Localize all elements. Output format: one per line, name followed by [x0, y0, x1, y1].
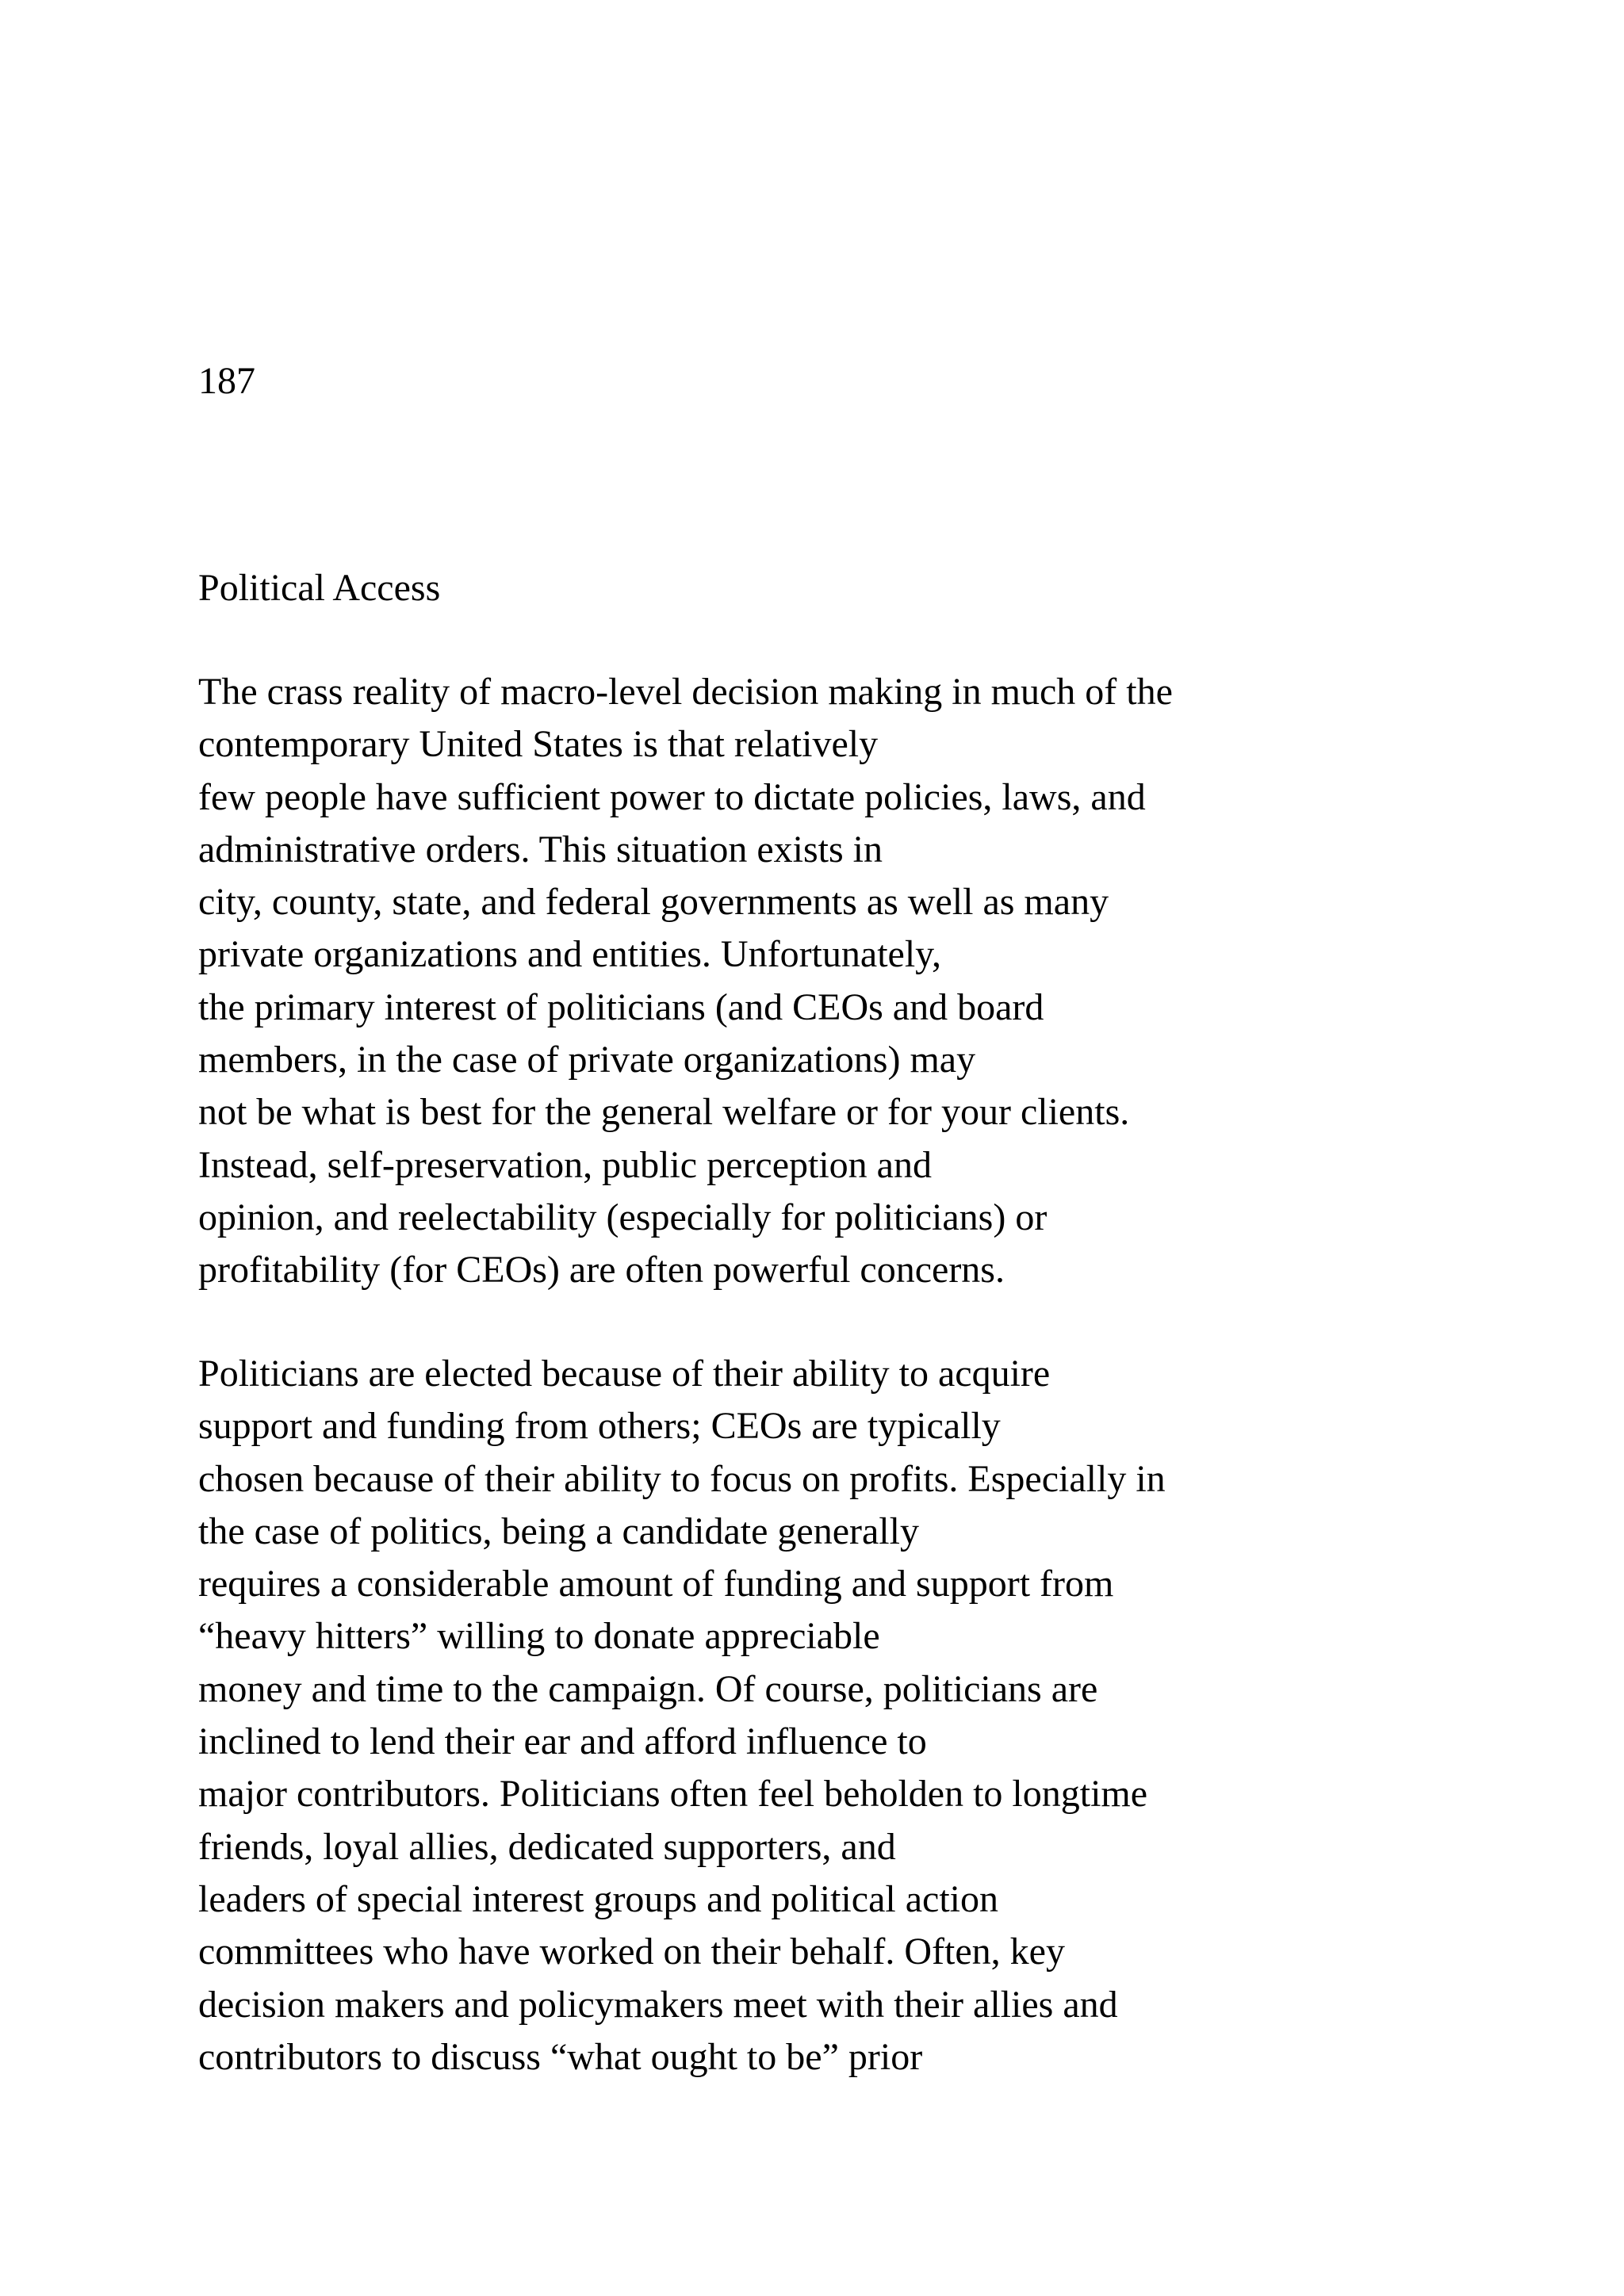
paragraph-line: friends, loyal allies, dedicated supporters, and — [198, 1825, 896, 1868]
paragraph-line: requires a considerable amount of funding and support from — [198, 1563, 1114, 1605]
paragraph-line: chosen because of their ability to focus on profits. Especially in — [198, 1457, 1166, 1500]
paragraph-line: contributors to discuss “what ought to be” prior — [198, 2035, 923, 2078]
paragraph-line: The crass reality of macro-level decision making in much of the — [198, 671, 1173, 713]
paragraph-line: the primary interest of politicians (and CEOs and board — [198, 985, 1044, 1028]
paragraph-line: not be what is best for the general welfare or for your clients. — [198, 1091, 1130, 1134]
paragraph-line: few people have sufficient power to dictate policies, laws, and — [198, 775, 1146, 818]
paragraph-line: inclined to lend their ear and afford influence to — [198, 1720, 927, 1763]
paragraph-line: Instead, self-preservation, public perception and — [198, 1143, 932, 1186]
paragraph-line: contemporary United States is that relatively — [198, 723, 879, 766]
paragraph-line: the case of politics, being a candidate generally — [198, 1510, 919, 1552]
page-number: 187 — [198, 360, 255, 402]
paragraph-line: leaders of special interest groups and political action — [198, 1877, 998, 1920]
paragraph-line: major contributors. Politicians often feel beholden to longtime — [198, 1773, 1148, 1816]
paragraph-line: opinion, and reelectability (especially for politicians) or — [198, 1196, 1048, 1238]
paragraph-1 — [198, 666, 1515, 1297]
paragraph-line: “heavy hitters” willing to donate appreciable — [198, 1615, 880, 1658]
paragraph-line: Politicians are elected because of their ability to acquire — [198, 1353, 1051, 1395]
paragraph-line: administrative orders. This situation exists in — [198, 828, 883, 871]
paragraph-line: support and funding from others; CEOs are typically — [198, 1405, 1001, 1448]
paragraph-line: committees who have worked on their behalf. Often, key — [198, 1931, 1065, 1973]
paragraph-line: profitability (for CEOs) are often powerful concerns. — [198, 1249, 1005, 1292]
paragraph-line: members, in the case of private organizations) may — [198, 1039, 976, 1081]
paragraph-line: money and time to the campaign. Of course, politicians are — [198, 1667, 1098, 1710]
paragraph-line: private organizations and entities. Unfortunately, — [198, 933, 942, 976]
paragraph-line: decision makers and policymakers meet with their allies and — [198, 1983, 1118, 2026]
paragraph-line: city, county, state, and federal governments as well as many — [198, 881, 1109, 924]
paragraph-2 — [198, 1348, 1515, 2084]
section-title: Political Access — [198, 567, 441, 609]
